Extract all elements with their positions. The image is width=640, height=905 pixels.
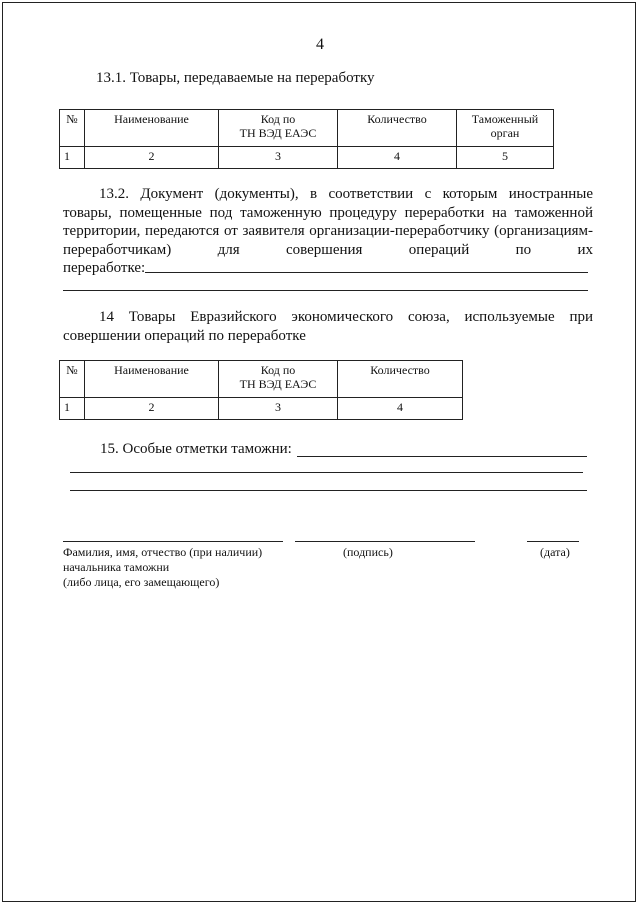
date-line	[527, 541, 579, 542]
page-number: 4	[316, 36, 324, 53]
header-code	[219, 361, 338, 398]
name-caption-line: Фамилия, имя, отчество (при наличии)	[63, 545, 263, 559]
name-caption-line: начальника таможни	[63, 560, 170, 574]
section-13-1-title: 13.1. Товары, передаваемые на переработку	[96, 70, 375, 86]
cell-number: 4	[338, 147, 457, 169]
date-caption: (дата)	[540, 545, 570, 559]
section-13-2-line: переработке:	[63, 260, 146, 276]
section-14-line: совершении операций по переработке	[63, 327, 306, 344]
sign-caption: (подпись)	[343, 545, 393, 559]
sign-line	[295, 541, 475, 542]
table-header-row	[60, 110, 554, 147]
name-caption	[63, 545, 262, 590]
header-name: Наименование	[85, 361, 219, 398]
header-customs	[457, 110, 554, 147]
header-name: Наименование	[85, 110, 219, 147]
cell-number: 2	[85, 147, 219, 169]
header-code-line1: Код по	[260, 112, 296, 126]
table-header-row	[60, 361, 463, 398]
header-customs-line2: орган	[490, 126, 520, 140]
header-number: №	[60, 361, 85, 398]
cell-number: 2	[85, 398, 219, 420]
fill-line	[145, 272, 588, 273]
section-14-line: 14 Товары Евразийского экономического союза, используемые при	[99, 309, 593, 325]
header-quantity: Количество	[338, 361, 463, 398]
cell-number: 1	[60, 147, 85, 169]
table-row	[60, 147, 554, 169]
goods-table-13-1	[59, 109, 554, 169]
goods-table-14	[59, 360, 463, 420]
section-13-2-line: 13.2. Документ (документы), в соответствии с которым иностранные	[99, 186, 593, 202]
section-13-2-line: переработчикам) для совершения операций по их	[63, 241, 593, 258]
header-code-line1: Код по	[260, 363, 296, 377]
name-signature-line	[63, 541, 283, 542]
table-row	[60, 398, 463, 420]
cell-number: 5	[457, 147, 554, 169]
fill-line	[70, 490, 587, 491]
name-caption-line: (либо лица, его замещающего)	[63, 575, 220, 589]
cell-number: 3	[219, 398, 338, 420]
cell-number: 1	[60, 398, 85, 420]
header-quantity: Количество	[338, 110, 457, 147]
header-code-line2: ТН ВЭД ЕАЭС	[239, 126, 317, 140]
fill-line	[63, 290, 588, 291]
fill-line	[70, 472, 583, 473]
section-13-2-paragraph	[63, 185, 593, 278]
section-13-2-line: товары, помещенные под таможенную процедуру переработки на таможенной	[63, 204, 593, 221]
header-code	[219, 110, 338, 147]
cell-number: 3	[219, 147, 338, 169]
header-customs-line1: Таможенный	[471, 112, 539, 126]
header-code-line2: ТН ВЭД ЕАЭС	[239, 377, 317, 391]
header-number: №	[60, 110, 85, 147]
section-15-title: 15. Особые отметки таможни:	[100, 441, 292, 457]
section-13-2-line: территории, передаются от заявителя организации-переработчику (организациям-	[63, 223, 593, 239]
cell-number: 4	[338, 398, 463, 420]
fill-line	[297, 456, 587, 457]
section-14-paragraph	[63, 308, 593, 345]
